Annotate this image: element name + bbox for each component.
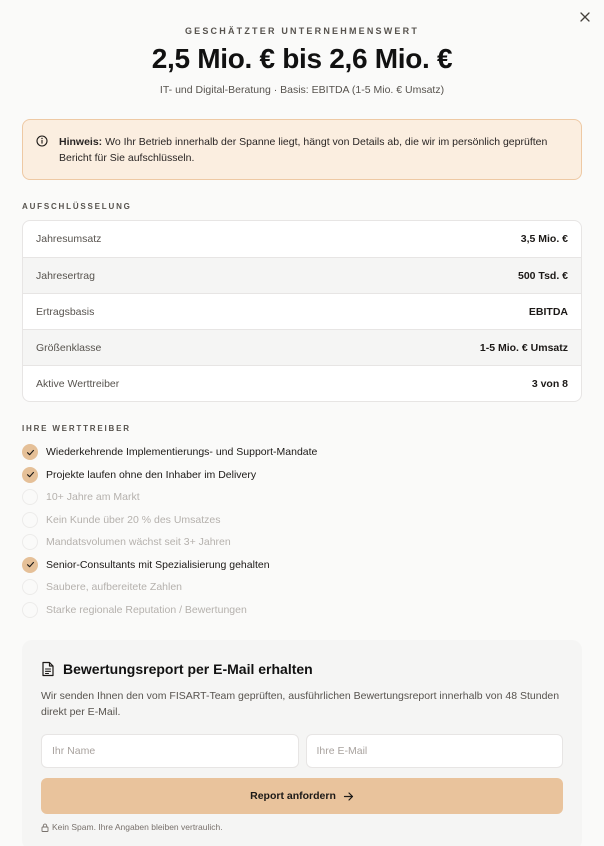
row-label: Jahresumsatz: [36, 233, 102, 245]
close-button[interactable]: [578, 10, 592, 24]
report-title-row: [41, 661, 563, 677]
report-form: [41, 734, 563, 768]
breakdown-table: [22, 220, 582, 402]
empty-check-icon: [22, 602, 38, 618]
row-value: EBITDA: [528, 305, 568, 318]
row-value: 3,5 Mio. €: [520, 233, 568, 245]
table-row: [23, 365, 581, 401]
info-icon: [36, 135, 48, 147]
check-icon: [22, 557, 38, 573]
report-description: Wir senden Ihnen den vom FISART-Team geprüften, ausführlichen Bewertungsreport innerhalb von 48 Stunden direkt per E-Mail.: [41, 690, 560, 718]
privacy-text: Kein Spam. Ihre Angaben bleiben vertraulich.: [52, 822, 223, 832]
empty-check-icon: [22, 579, 38, 595]
row-value: 500 Tsd. €: [518, 269, 568, 282]
row-label: Ertragsbasis: [36, 305, 95, 318]
notice-box: [22, 119, 582, 180]
notice-text: Wo Ihr Betrieb innerhalb der Spanne liegt, hängt von Details ab, die wir im persönlich geprüften Bericht für Sie aufschlüsseln.: [59, 136, 548, 164]
empty-check-icon: [22, 489, 38, 505]
driver-label: Saubere, aufbereitete Zahlen: [46, 581, 183, 594]
driver-label: Senior-Consultants mit Spezialisierung gehalten: [46, 558, 270, 571]
document-icon: [41, 661, 55, 677]
table-row: [23, 257, 581, 293]
row-label: Aktive Werttreiber: [36, 377, 120, 390]
driver-item: [22, 464, 582, 487]
lock-icon: [41, 823, 49, 832]
drivers-list: [22, 441, 582, 621]
result-header: [0, 0, 604, 96]
check-icon: [22, 467, 38, 483]
driver-label: Kein Kunde über 20 % des Umsatzes: [46, 513, 221, 526]
driver-label: Wiederkehrende Implementierungs- und Support-Mandate: [46, 446, 318, 459]
notice-title: Hinweis:: [59, 136, 103, 148]
valuation-basis: IT- und Digital-Beratung · Basis: EBITDA (1-5 Mio. € Umsatz): [159, 84, 445, 96]
table-row: [23, 329, 581, 365]
empty-check-icon: [22, 534, 38, 550]
name-input[interactable]: [41, 734, 299, 768]
driver-item: [22, 576, 582, 599]
driver-item: [22, 599, 582, 622]
eyebrow-label: GESCHÄTZTER UNTERNEHMENSWERT: [184, 26, 420, 36]
close-icon: [578, 10, 592, 24]
driver-item: [22, 531, 582, 554]
driver-label: Mandatsvolumen wächst seit 3+ Jahren: [46, 536, 231, 549]
table-row: [23, 293, 581, 329]
driver-label: Projekte laufen ohne den Inhaber im Delivery: [46, 468, 257, 481]
row-value: 1-5 Mio. € Umsatz: [479, 341, 568, 354]
valuation-range: 2,5 Mio. € bis 2,6 Mio. €: [151, 43, 453, 74]
request-report-button[interactable]: [41, 778, 563, 814]
row-label: Jahresertrag: [36, 269, 95, 282]
driver-label: Starke regionale Reputation / Bewertungen: [46, 603, 247, 616]
driver-item: [22, 486, 582, 509]
driver-item: [22, 441, 582, 464]
row-label: Größenklasse: [36, 341, 102, 354]
driver-label: 10+ Jahre am Markt: [46, 491, 140, 504]
empty-check-icon: [22, 512, 38, 528]
drivers-heading: IHRE WERTTREIBER: [22, 424, 131, 433]
request-report-label: Report anfordern: [250, 790, 336, 802]
driver-item: [22, 509, 582, 532]
arrow-right-icon: [343, 791, 354, 802]
driver-item: [22, 554, 582, 577]
row-value: 3 von 8: [531, 377, 568, 390]
check-icon: [22, 444, 38, 460]
table-row: [23, 221, 581, 257]
breakdown-heading: AUFSCHLÜSSELUNG: [22, 202, 132, 211]
privacy-note: [41, 822, 563, 832]
email-input[interactable]: [306, 734, 564, 768]
report-card: [22, 640, 582, 846]
report-title: Bewertungsreport per E-Mail erhalten: [63, 661, 313, 677]
